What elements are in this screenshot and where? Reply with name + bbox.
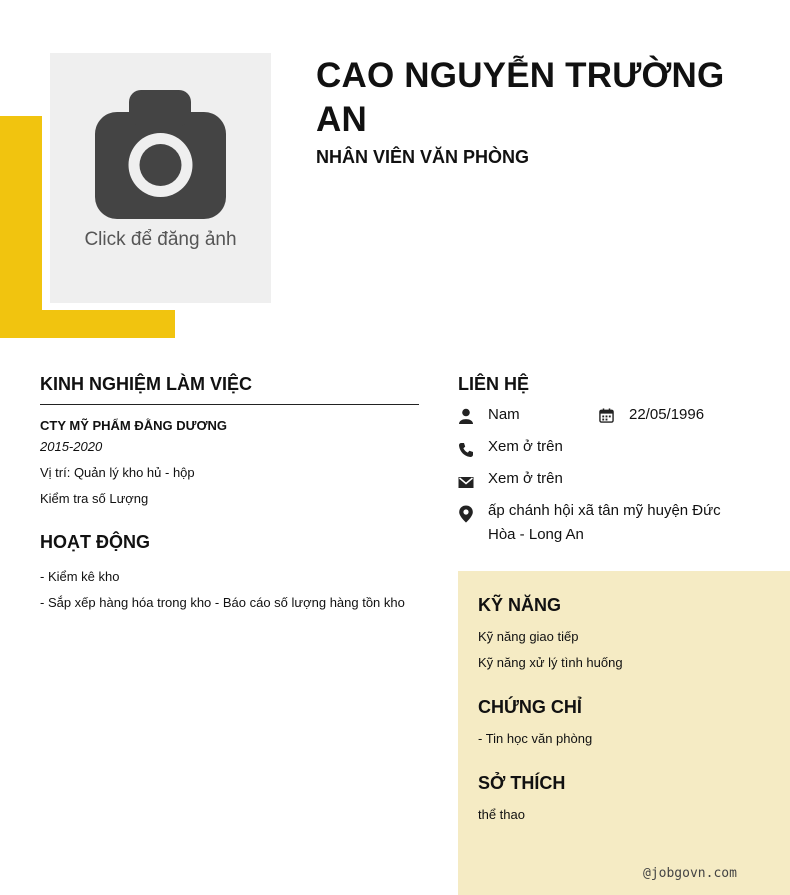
experience-title: KINH NGHIỆM LÀM VIỆC [40, 374, 253, 394]
experience-line: Vị trí: Quản lý kho hủ - hộp [40, 465, 195, 480]
birthday-value: 22/05/1996 [629, 406, 705, 423]
skill-item: Kỹ năng giao tiếp [478, 629, 579, 644]
camera-icon [95, 90, 226, 222]
calendar-icon [599, 408, 614, 423]
photo-caption: Click để đăng ảnh [84, 229, 237, 250]
company-name: CTY MỸ PHẨM ĐẰNG DƯƠNG [40, 418, 228, 433]
contact-title: LIÊN HỆ [458, 374, 530, 394]
location-pin-icon [458, 505, 474, 523]
watermark: @jobgovn.com [643, 866, 737, 881]
experience-line: Kiểm tra số Lượng [40, 491, 149, 506]
skill-item: Kỹ năng xử lý tình huống [478, 655, 623, 670]
phone-icon [458, 442, 474, 458]
hobby-item: thể thao [478, 807, 525, 822]
certificates-title: CHỨNG CHỈ [478, 697, 582, 717]
job-title: NHÂN VIÊN VĂN PHÒNG [316, 147, 530, 167]
hobbies-title: SỞ THÍCH [478, 773, 566, 793]
email-value: Xem ở trên [488, 470, 563, 487]
sidebar-panel [458, 571, 790, 895]
candidate-name: CAO NGUYỄN TRƯỜNG AN [316, 56, 725, 139]
accent-bar-horizontal [0, 310, 175, 338]
work-period: 2015-2020 [40, 439, 103, 454]
accent-bar-vertical [0, 116, 42, 338]
activities-title: HOẠT ĐỘNG [40, 532, 150, 552]
skills-title: KỸ NĂNG [478, 595, 562, 615]
certificate-item: - Tin học văn phòng [478, 731, 593, 746]
address-value: ấp chánh hội xã tân mỹ huyện Đức Hòa - Long An [488, 502, 721, 543]
section-divider [40, 404, 419, 405]
phone-value: Xem ở trên [488, 438, 563, 455]
activity-line: - Kiểm kê kho [40, 569, 120, 584]
activity-line: - Sắp xếp hàng hóa trong kho - Báo cáo số lượng hàng tồn kho [40, 595, 405, 610]
left-column [40, 374, 419, 616]
email-icon [458, 474, 474, 490]
photo-upload[interactable] [50, 53, 271, 303]
person-icon [458, 408, 474, 424]
gender-value: Nam [488, 406, 520, 423]
